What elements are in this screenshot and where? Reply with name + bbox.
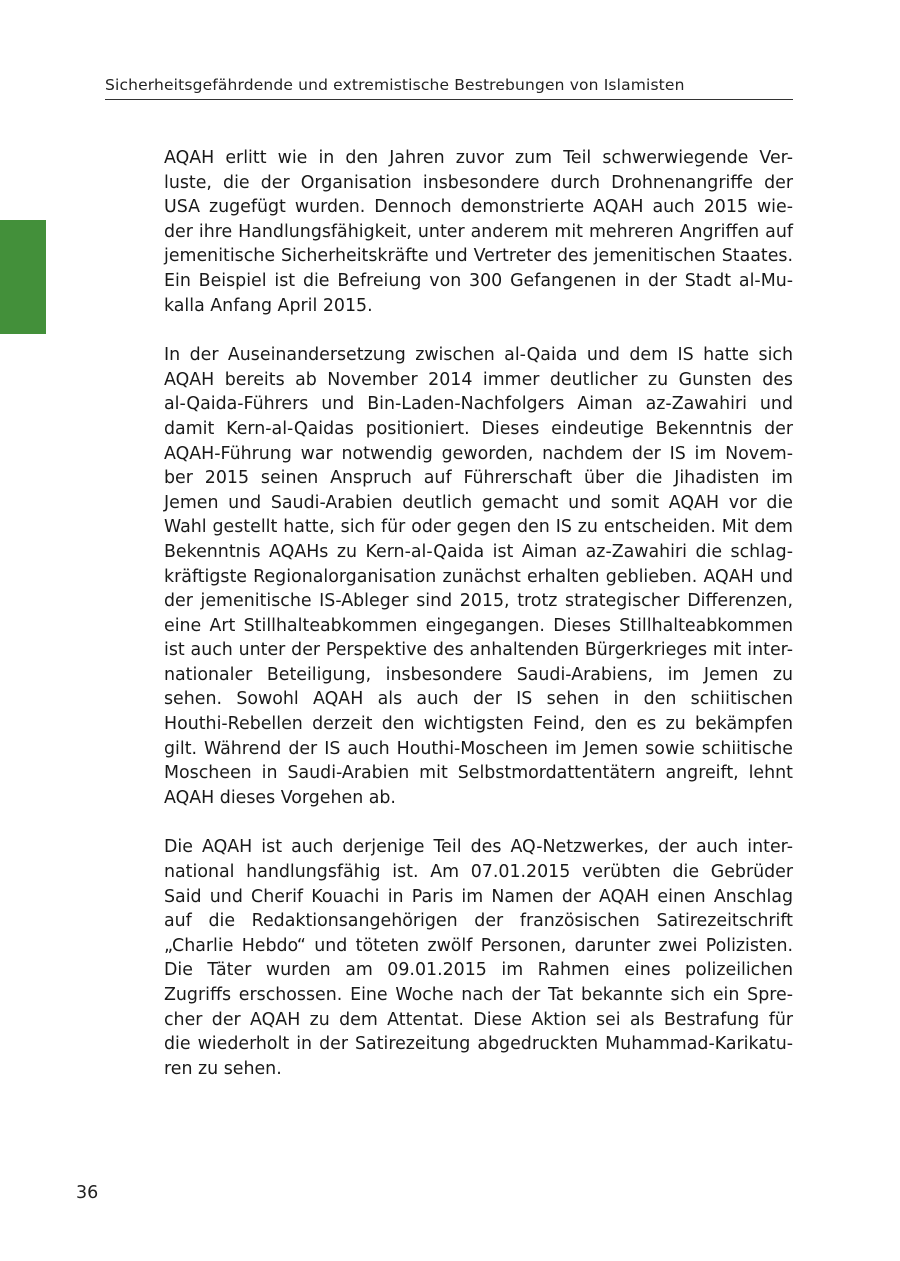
text-line: Houthi-Rebellen derzeit den wichtigsten Feind, den es zu bekämpfen: [164, 714, 793, 735]
text-line: cher der AQAH zu dem Attentat. Diese Aktion sei als Bestrafung für: [164, 1009, 793, 1030]
text-line: „Charlie Hebdo“ und töteten zwölf Personen, darunter zwei Polizisten.: [164, 935, 793, 956]
running-header: [105, 75, 793, 100]
text-line: AQAH erlitt wie in den Jahren zuvor zum Teil schwerwiegende Ver-: [164, 148, 793, 168]
text-line: die wiederholt in der Satirezeitung abgedruckten Muhammad-Karikatu-: [164, 1034, 793, 1055]
text-line: ist auch unter der Perspektive des anhaltenden Bürgerkrieges mit inter-: [164, 640, 793, 661]
text-line: nationaler Beteiligung, insbesondere Saudi-Arabiens, im Jemen zu: [164, 664, 793, 685]
chapter-tab-marker: [0, 220, 46, 334]
paragraph-2: [164, 343, 793, 810]
text-line: jemenitische Sicherheitskräfte und Vertreter des jemenitischen Staates.: [164, 246, 793, 267]
text-line: AQAH bereits ab November 2014 immer deutlicher zu Gunsten des: [164, 369, 793, 390]
text-line: kräftigste Regionalorganisation zunächst erhalten geblieben. AQAH und: [164, 566, 793, 587]
paragraph-3: [164, 835, 793, 1081]
text-line: luste, die der Organisation insbesondere durch Drohnenangriffe der: [164, 172, 793, 193]
paragraph-1: [164, 146, 793, 318]
text-line: ber 2015 seinen Anspruch auf Führerschaft über die Jihadisten im: [164, 468, 793, 489]
text-line: Die Täter wurden am 09.01.2015 im Rahmen eines polizeilichen: [164, 960, 793, 981]
text-line: damit Kern-al-Qaidas positioniert. Dieses eindeutige Bekenntnis der: [164, 418, 793, 439]
text-line: der jemenitische IS-Ableger sind 2015, trotz strategischer Differenzen,: [164, 591, 793, 612]
text-line: sehen. Sowohl AQAH als auch der IS sehen in den schiitischen: [164, 689, 793, 710]
text-line: national handlungsfähig ist. Am 07.01.2015 verübten die Gebrüder: [164, 862, 793, 883]
text-line: Bekenntnis AQAHs zu Kern-al-Qaida ist Aiman az-Zawahiri die schlag-: [164, 541, 793, 562]
text-line: Zugriffs erschossen. Eine Woche nach der Tat bekannte sich ein Spre-: [164, 985, 793, 1005]
text-line: auf die Redaktionsangehörigen der französischen Satirezeitschrift: [164, 911, 793, 932]
text-line: Wahl gestellt hatte, sich für oder gegen den IS zu entscheiden. Mit dem: [164, 517, 793, 538]
text-line: gilt. Während der IS auch Houthi-Moscheen im Jemen sowie schiitische: [164, 738, 793, 759]
text-line: Moscheen in Saudi-Arabien mit Selbstmordattentätern angreift, lehnt: [164, 763, 793, 784]
body-text: [164, 146, 793, 1106]
text-line: ren zu sehen.: [164, 1058, 282, 1079]
text-line: Die AQAH ist auch derjenige Teil des AQ-Netzwerkes, der auch inter-: [164, 837, 793, 858]
text-line: eine Art Stillhalteabkommen eingegangen. Dieses Stillhalteabkommen: [164, 615, 793, 636]
text-line: Said und Cherif Kouachi in Paris im Namen der AQAH einen Anschlag: [164, 886, 793, 907]
running-header-title: Sicherheitsgefährdende und extremistische Bestrebungen von Islamisten: [105, 76, 685, 94]
page-number: 36: [76, 1183, 99, 1203]
text-line: kalla Anfang April 2015.: [164, 295, 373, 316]
text-line: AQAH dieses Vorgehen ab.: [164, 787, 396, 808]
text-line: der ihre Handlungsfähigkeit, unter anderem mit mehreren Angriffen auf: [164, 221, 793, 242]
text-line: Ein Beispiel ist die Befreiung von 300 Gefangenen in der Stadt al-Mu-: [164, 270, 793, 291]
text-line: al-Qaida-Führers und Bin-Laden-Nachfolgers Aiman az-Zawahiri und: [164, 394, 793, 415]
text-line: In der Auseinandersetzung zwischen al-Qaida und dem IS hatte sich: [164, 345, 793, 366]
text-line: Jemen und Saudi-Arabien deutlich gemacht und somit AQAH vor die: [164, 492, 793, 513]
text-line: AQAH-Führung war notwendig geworden, nachdem der IS im Novem-: [164, 443, 793, 464]
text-line: USA zugefügt wurden. Dennoch demonstrierte AQAH auch 2015 wie-: [164, 197, 793, 218]
